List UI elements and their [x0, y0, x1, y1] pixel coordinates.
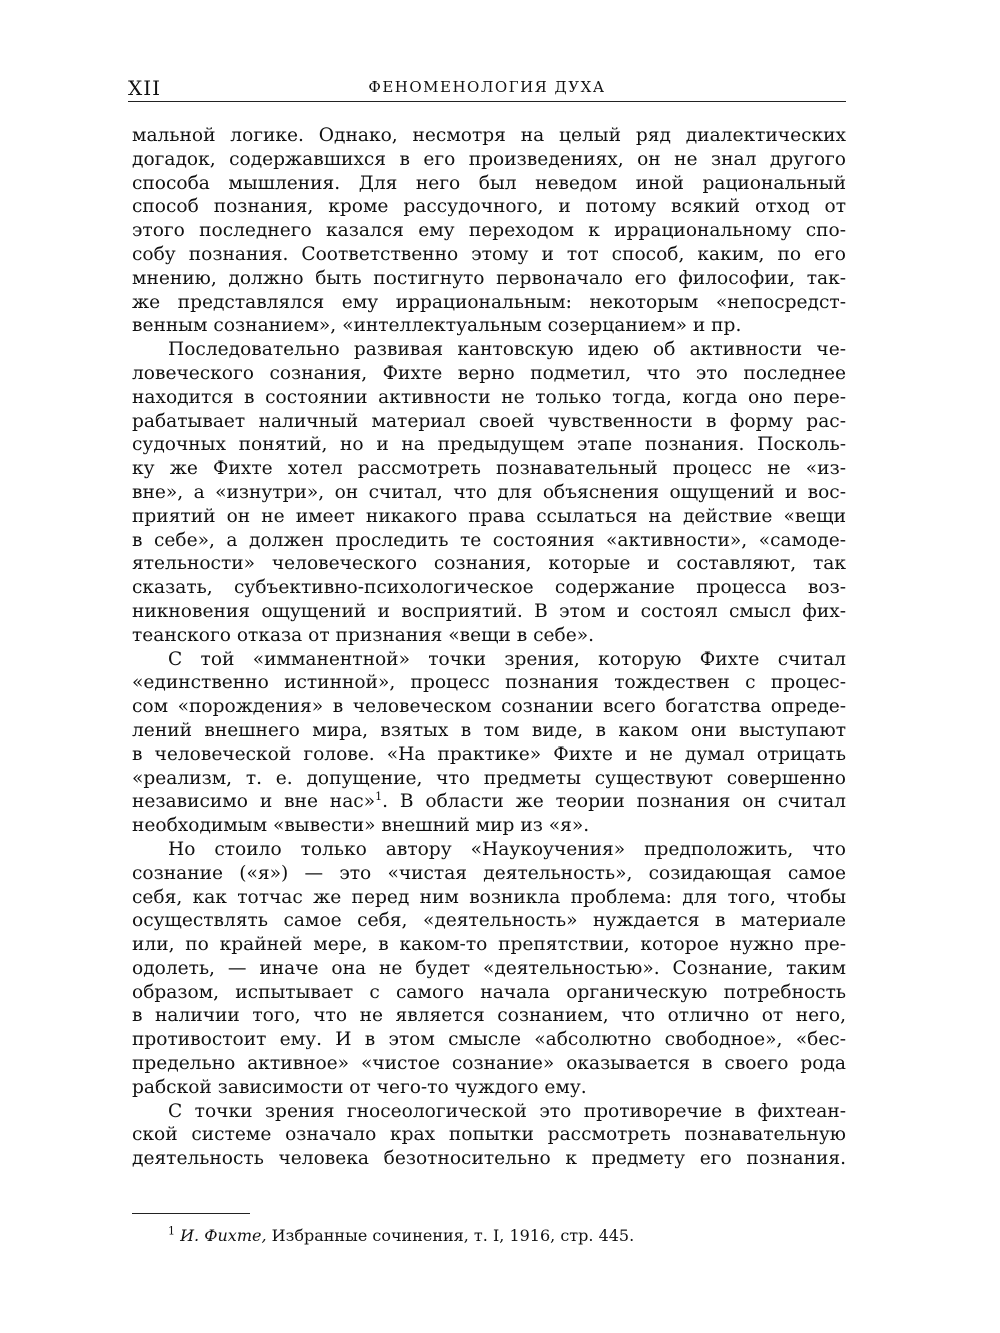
text-line: приятий он не имеет никакого права ссылаться на действие «вещи [132, 505, 846, 527]
text-line: судочных понятий, но и на предыдущем этапе познания. Посколь- [132, 434, 846, 456]
body-text [132, 124, 846, 1171]
text-line: С точки зрения гносеологической это противоречие в фихтеан- [168, 1100, 846, 1122]
text-line-with-footnote-ref [132, 790, 846, 814]
text-line: мальной логике. Однако, несмотря на целый ряд диалектических [132, 125, 846, 146]
text-line: одолеть, — иначе она не будет «деятельностью». Сознание, таким [132, 957, 846, 979]
footnote-rule [132, 1213, 250, 1214]
text-line: собу познания. Соответственно этому и тот способ, каким, по его [132, 243, 846, 265]
text-line: осуществлять самое себя, «деятельность» нуждается в материале [132, 910, 846, 932]
footnote-mark: 1 [168, 1224, 175, 1238]
text-line: необходимым «вывести» внешний мир из «я». [132, 815, 590, 837]
text-line: никновения ощущений и восприятий. В этом и состоял смысл фих- [132, 600, 846, 622]
text-segment: независимо и вне нас» [132, 791, 376, 813]
text-line: сом «порождения» в человеческом сознании всего богатства опреде- [132, 696, 846, 718]
text-line: предельно активное» «чистое сознание» оказывается в своего рода [132, 1053, 846, 1075]
text-line: ятельности» человеческого сознания, которые и составляют, так [132, 553, 846, 575]
text-line: или, по крайней мере, в каком-то препятствии, которое нужно пре- [132, 934, 846, 956]
text-line: ловеческого сознания, Фихте верно подметил, что это последнее [132, 362, 846, 384]
text-line: способа мышления. Для него был неведом иной рациональный [132, 172, 846, 194]
page-number: XII [128, 76, 162, 100]
text-line: ской системе означало крах попытки рассмотреть познавательную [132, 1124, 846, 1146]
text-line: этого последнего казался ему переходом к иррациональному спо- [132, 220, 846, 242]
text-line: Последовательно развивая кантовскую идею об активности че- [168, 339, 846, 361]
footnote [168, 1225, 634, 1247]
footnote-author: И. Фихте, [180, 1226, 267, 1245]
text-line: в наличии того, что не является сознанием, что отлично от него, [132, 1005, 846, 1027]
text-line: С той «имманентной» точки зрения, которую Фихте считал [168, 648, 846, 670]
text-line: способ познания, кроме рассудочного, и потому всякий отход от [132, 196, 846, 218]
text-line: рабатывает наличный материал своей чувственности в форму рас- [132, 410, 846, 432]
text-line: теанского отказа от признания «вещи в себе». [132, 624, 595, 646]
text-line: в человеческой голове. «На практике» Фихте и не думал отрицать [132, 743, 846, 765]
text-line: лений внешнего мира, взятых в том виде, в каком они выступают [132, 719, 846, 741]
text-line: Но стоило только автору «Наукоучения» предположить, что [168, 838, 846, 860]
text-segment: . В области же теории познания он считал [382, 791, 846, 813]
text-line: деятельность человека безотносительно к предмету его познания. [132, 1148, 846, 1170]
text-line: венным сознанием», «интеллектуальным созерцанием» и пр. [132, 315, 742, 337]
text-line: же представлялся ему иррациональным: некоторым «непосредст- [132, 291, 846, 313]
text-line: сказать, субъективно-психологическое содержание процесса воз- [132, 577, 846, 599]
text-line: находится в состоянии активности не только тогда, когда оно пере- [132, 386, 846, 408]
text-line: в себе», а должен проследить те состояния «активности», «самоде- [132, 529, 846, 551]
footnote-text: Избранные сочинения, т. I, 1916, стр. 445. [271, 1226, 635, 1245]
footnote-ref: 1 [375, 790, 383, 804]
page-header [128, 76, 846, 104]
text-line: сознание («я») — это «чистая деятельность», созидающая самое [132, 862, 846, 884]
text-line: «реализм, т. е. допущение, что предметы существуют совершенно [132, 767, 846, 789]
text-line: ку же Фихте хотел рассмотреть познавательный процесс не «из- [132, 458, 846, 480]
text-line: мнению, должно быть постигнуто первоначало его философии, так- [132, 267, 846, 289]
text-line: рабской зависимости от чего-то чуждого ему. [132, 1076, 587, 1098]
text-line: противостоит ему. И в этом смысле «абсолютно свободное», «бес- [132, 1029, 846, 1051]
text-line: вне», а «изнутри», он считал, что для объяснения ощущений и вос- [132, 481, 846, 503]
text-line: образом, испытывает с самого начала органическую потребность [132, 981, 846, 1003]
header-rule [128, 101, 846, 102]
text-line: «единственно истинной», процесс познания тождествен с процес- [132, 672, 846, 694]
text-line: догадок, содержавшихся в его произведениях, он не знал другого [132, 148, 846, 170]
text-line: себя, как тотчас же перед ним возникла проблема: для того, чтобы [132, 886, 846, 908]
running-title: ФЕНОМЕНОЛОГИЯ ДУХА [368, 78, 606, 96]
